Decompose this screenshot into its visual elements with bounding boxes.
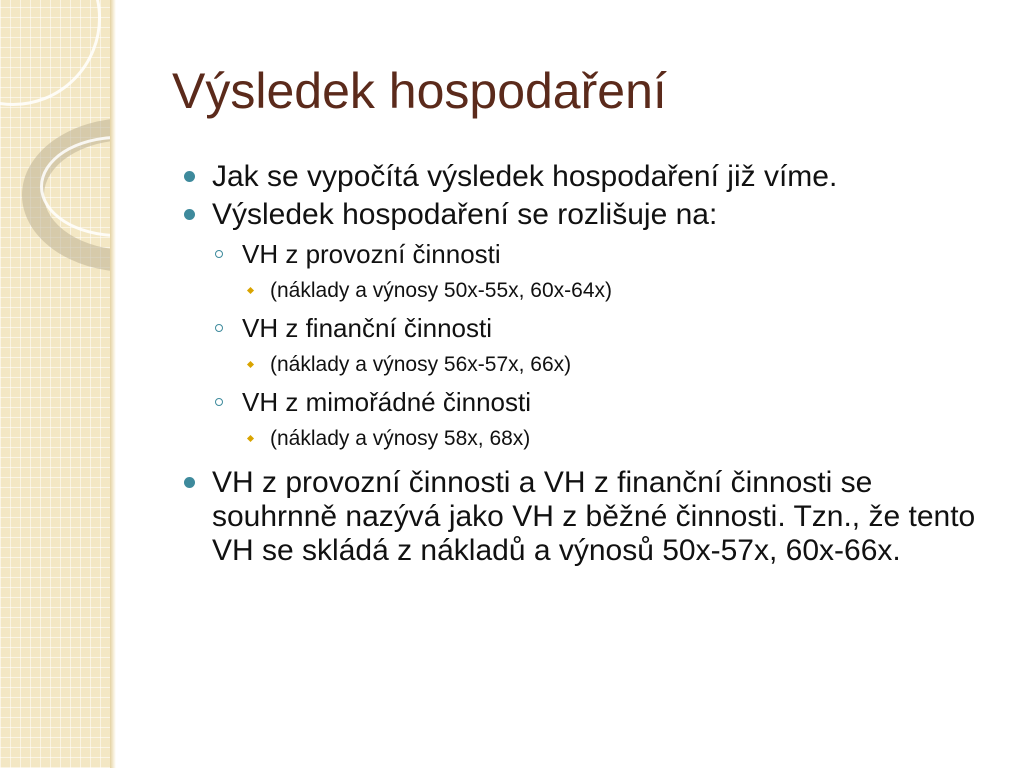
filled-circle-bullet-icon xyxy=(184,171,195,182)
diamond-bullet-icon xyxy=(247,361,254,368)
hollow-circle-bullet-icon xyxy=(215,324,223,332)
sub-sub-bullet-item xyxy=(178,420,998,458)
sub-bullet-text: VH z mimořádné činnosti xyxy=(242,387,531,417)
bullet-item xyxy=(178,160,998,194)
hollow-circle-bullet-icon xyxy=(215,398,223,406)
bullet-text: Výsledek hospodaření se rozlišuje na: xyxy=(212,198,718,231)
sub-bullet-text: VH z provozní činnosti xyxy=(242,239,501,269)
sub-sub-bullet-text: (náklady a výnosy 58x, 68x) xyxy=(270,427,531,450)
bullet-list xyxy=(178,160,998,572)
sub-bullet-text: VH z finanční činnosti xyxy=(242,313,493,343)
diamond-bullet-icon xyxy=(247,435,254,442)
sub-sub-bullet-item xyxy=(178,272,998,310)
sub-sub-bullet-item xyxy=(178,346,998,384)
bullet-text: VH z provozní činnosti a VH z finanční činnosti se souhrnně nazývá jako VH z běžné činnosti. Tzn., že tento VH se skládá z nákladů a výnosů 50x-57x, 60x-66x. xyxy=(212,466,976,567)
sub-sub-bullet-text: (náklady a výnosy 50x-55x, 60x-64x) xyxy=(270,279,612,302)
sub-sub-bullet-text: (náklady a výnosy 56x-57x, 66x) xyxy=(270,353,572,376)
bullet-item xyxy=(178,198,998,232)
bullet-text: Jak se vypočítá výsledek hospodaření již víme. xyxy=(212,160,838,193)
sub-bullet-item xyxy=(178,236,998,272)
sub-bullet-item xyxy=(178,384,998,420)
decorative-ring-top xyxy=(0,0,101,106)
diamond-bullet-icon xyxy=(247,287,254,294)
filled-circle-bullet-icon xyxy=(184,209,195,220)
hollow-circle-bullet-icon xyxy=(215,250,223,258)
decorative-side-panel xyxy=(0,0,110,768)
sub-bullet-item xyxy=(178,310,998,346)
filled-circle-bullet-icon xyxy=(184,477,195,488)
slide-title: Výsledek hospodaření xyxy=(172,63,667,119)
side-panel-edge xyxy=(110,0,116,768)
bullet-item xyxy=(178,466,998,568)
